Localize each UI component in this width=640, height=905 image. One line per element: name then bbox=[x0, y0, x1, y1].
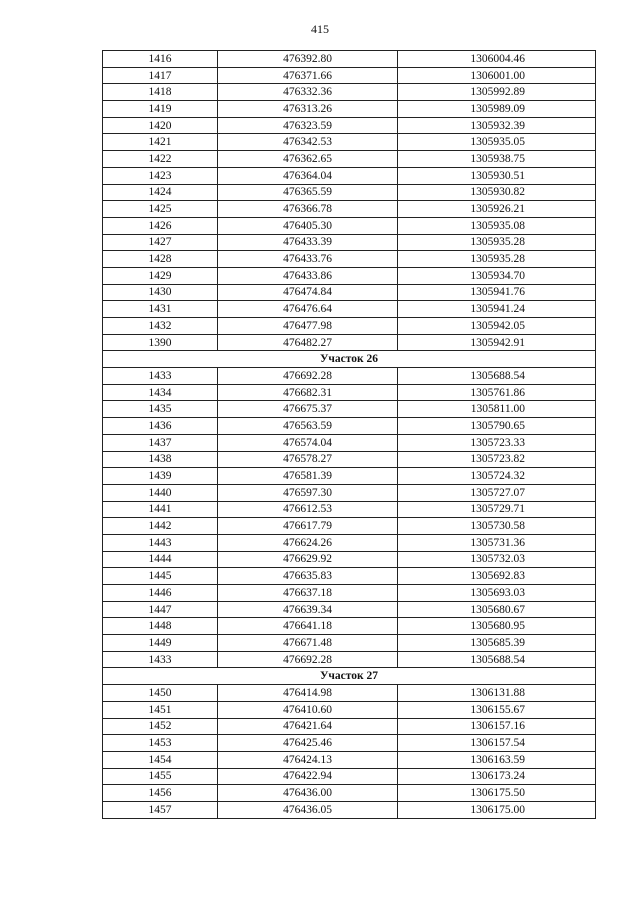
x-coordinate-cell: 476624.26 bbox=[218, 534, 398, 551]
x-coordinate-cell: 476313.26 bbox=[218, 101, 398, 118]
y-coordinate-cell: 1305692.83 bbox=[398, 568, 596, 585]
table-row bbox=[103, 217, 596, 234]
y-coordinate-cell: 1305729.71 bbox=[398, 501, 596, 518]
table-row bbox=[103, 201, 596, 218]
table-row bbox=[103, 568, 596, 585]
x-coordinate-cell: 476424.13 bbox=[218, 751, 398, 768]
y-coordinate-cell: 1305723.33 bbox=[398, 434, 596, 451]
y-coordinate-cell: 1305727.07 bbox=[398, 484, 596, 501]
y-coordinate-cell: 1305932.39 bbox=[398, 117, 596, 134]
table-row bbox=[103, 334, 596, 351]
point-number-cell: 1443 bbox=[103, 534, 218, 551]
y-coordinate-cell: 1305935.05 bbox=[398, 134, 596, 151]
x-coordinate-cell: 476671.48 bbox=[218, 635, 398, 652]
x-coordinate-cell: 476436.00 bbox=[218, 785, 398, 802]
x-coordinate-cell: 476366.78 bbox=[218, 201, 398, 218]
x-coordinate-cell: 476597.30 bbox=[218, 484, 398, 501]
y-coordinate-cell: 1306173.24 bbox=[398, 768, 596, 785]
point-number-cell: 1429 bbox=[103, 267, 218, 284]
point-number-cell: 1436 bbox=[103, 418, 218, 435]
point-number-cell: 1456 bbox=[103, 785, 218, 802]
section-header-row bbox=[103, 668, 596, 685]
point-number-cell: 1433 bbox=[103, 368, 218, 385]
point-number-cell: 1421 bbox=[103, 134, 218, 151]
table-row bbox=[103, 84, 596, 101]
point-number-cell: 1390 bbox=[103, 334, 218, 351]
x-coordinate-cell: 476476.64 bbox=[218, 301, 398, 318]
point-number-cell: 1416 bbox=[103, 51, 218, 68]
table-row bbox=[103, 751, 596, 768]
table-row bbox=[103, 401, 596, 418]
y-coordinate-cell: 1305926.21 bbox=[398, 201, 596, 218]
x-coordinate-cell: 476433.39 bbox=[218, 234, 398, 251]
x-coordinate-cell: 476581.39 bbox=[218, 468, 398, 485]
y-coordinate-cell: 1305942.91 bbox=[398, 334, 596, 351]
x-coordinate-cell: 476425.46 bbox=[218, 735, 398, 752]
x-coordinate-cell: 476692.28 bbox=[218, 651, 398, 668]
table-row bbox=[103, 534, 596, 551]
table-row bbox=[103, 651, 596, 668]
x-coordinate-cell: 476405.30 bbox=[218, 217, 398, 234]
table-row bbox=[103, 801, 596, 818]
point-number-cell: 1439 bbox=[103, 468, 218, 485]
x-coordinate-cell: 476364.04 bbox=[218, 167, 398, 184]
y-coordinate-cell: 1306001.00 bbox=[398, 67, 596, 84]
section-header-row bbox=[103, 351, 596, 368]
table-row bbox=[103, 718, 596, 735]
point-number-cell: 1419 bbox=[103, 101, 218, 118]
table-row bbox=[103, 284, 596, 301]
x-coordinate-cell: 476477.98 bbox=[218, 318, 398, 335]
table-row bbox=[103, 618, 596, 635]
table-row bbox=[103, 251, 596, 268]
y-coordinate-cell: 1305761.86 bbox=[398, 384, 596, 401]
point-number-cell: 1424 bbox=[103, 184, 218, 201]
table-row bbox=[103, 518, 596, 535]
table-row bbox=[103, 368, 596, 385]
y-coordinate-cell: 1305723.82 bbox=[398, 451, 596, 468]
table-row bbox=[103, 301, 596, 318]
table-row bbox=[103, 318, 596, 335]
table-row bbox=[103, 184, 596, 201]
y-coordinate-cell: 1305942.05 bbox=[398, 318, 596, 335]
table-row bbox=[103, 134, 596, 151]
point-number-cell: 1430 bbox=[103, 284, 218, 301]
table-row bbox=[103, 635, 596, 652]
x-coordinate-cell: 476482.27 bbox=[218, 334, 398, 351]
y-coordinate-cell: 1305688.54 bbox=[398, 651, 596, 668]
point-number-cell: 1447 bbox=[103, 601, 218, 618]
table-row bbox=[103, 701, 596, 718]
y-coordinate-cell: 1305930.82 bbox=[398, 184, 596, 201]
point-number-cell: 1431 bbox=[103, 301, 218, 318]
y-coordinate-cell: 1305790.65 bbox=[398, 418, 596, 435]
table-row bbox=[103, 267, 596, 284]
x-coordinate-cell: 476474.84 bbox=[218, 284, 398, 301]
x-coordinate-cell: 476371.66 bbox=[218, 67, 398, 84]
y-coordinate-cell: 1305989.09 bbox=[398, 101, 596, 118]
x-coordinate-cell: 476332.36 bbox=[218, 84, 398, 101]
x-coordinate-cell: 476433.76 bbox=[218, 251, 398, 268]
table-row bbox=[103, 117, 596, 134]
table-row bbox=[103, 468, 596, 485]
x-coordinate-cell: 476574.04 bbox=[218, 434, 398, 451]
y-coordinate-cell: 1306163.59 bbox=[398, 751, 596, 768]
point-number-cell: 1420 bbox=[103, 117, 218, 134]
table-row bbox=[103, 501, 596, 518]
y-coordinate-cell: 1305685.39 bbox=[398, 635, 596, 652]
point-number-cell: 1457 bbox=[103, 801, 218, 818]
table-row bbox=[103, 551, 596, 568]
point-number-cell: 1427 bbox=[103, 234, 218, 251]
y-coordinate-cell: 1305938.75 bbox=[398, 151, 596, 168]
x-coordinate-cell: 476421.64 bbox=[218, 718, 398, 735]
table-row bbox=[103, 384, 596, 401]
table-row bbox=[103, 67, 596, 84]
point-number-cell: 1437 bbox=[103, 434, 218, 451]
y-coordinate-cell: 1305732.03 bbox=[398, 551, 596, 568]
point-number-cell: 1444 bbox=[103, 551, 218, 568]
x-coordinate-cell: 476578.27 bbox=[218, 451, 398, 468]
point-number-cell: 1426 bbox=[103, 217, 218, 234]
y-coordinate-cell: 1306157.16 bbox=[398, 718, 596, 735]
x-coordinate-cell: 476682.31 bbox=[218, 384, 398, 401]
x-coordinate-cell: 476639.34 bbox=[218, 601, 398, 618]
x-coordinate-cell: 476422.94 bbox=[218, 768, 398, 785]
point-number-cell: 1453 bbox=[103, 735, 218, 752]
y-coordinate-cell: 1306155.67 bbox=[398, 701, 596, 718]
x-coordinate-cell: 476410.60 bbox=[218, 701, 398, 718]
y-coordinate-cell: 1305680.95 bbox=[398, 618, 596, 635]
x-coordinate-cell: 476675.37 bbox=[218, 401, 398, 418]
point-number-cell: 1425 bbox=[103, 201, 218, 218]
page-number: 415 bbox=[311, 22, 329, 36]
table-row bbox=[103, 768, 596, 785]
point-number-cell: 1450 bbox=[103, 685, 218, 702]
x-coordinate-cell: 476617.79 bbox=[218, 518, 398, 535]
table-row bbox=[103, 434, 596, 451]
coordinates-table bbox=[102, 50, 596, 819]
x-coordinate-cell: 476392.80 bbox=[218, 51, 398, 68]
y-coordinate-cell: 1306131.88 bbox=[398, 685, 596, 702]
table-row bbox=[103, 418, 596, 435]
y-coordinate-cell: 1305941.76 bbox=[398, 284, 596, 301]
y-coordinate-cell: 1306004.46 bbox=[398, 51, 596, 68]
point-number-cell: 1441 bbox=[103, 501, 218, 518]
point-number-cell: 1448 bbox=[103, 618, 218, 635]
table-row bbox=[103, 451, 596, 468]
y-coordinate-cell: 1306175.50 bbox=[398, 785, 596, 802]
section-label: Участок 26 bbox=[103, 351, 596, 368]
point-number-cell: 1446 bbox=[103, 585, 218, 602]
y-coordinate-cell: 1305724.32 bbox=[398, 468, 596, 485]
x-coordinate-cell: 476692.28 bbox=[218, 368, 398, 385]
point-number-cell: 1418 bbox=[103, 84, 218, 101]
x-coordinate-cell: 476342.53 bbox=[218, 134, 398, 151]
point-number-cell: 1451 bbox=[103, 701, 218, 718]
table-row bbox=[103, 484, 596, 501]
y-coordinate-cell: 1305992.89 bbox=[398, 84, 596, 101]
y-coordinate-cell: 1305935.28 bbox=[398, 234, 596, 251]
x-coordinate-cell: 476323.59 bbox=[218, 117, 398, 134]
point-number-cell: 1455 bbox=[103, 768, 218, 785]
point-number-cell: 1442 bbox=[103, 518, 218, 535]
y-coordinate-cell: 1306175.00 bbox=[398, 801, 596, 818]
y-coordinate-cell: 1305941.24 bbox=[398, 301, 596, 318]
x-coordinate-cell: 476365.59 bbox=[218, 184, 398, 201]
point-number-cell: 1417 bbox=[103, 67, 218, 84]
table-row bbox=[103, 234, 596, 251]
x-coordinate-cell: 476414.98 bbox=[218, 685, 398, 702]
x-coordinate-cell: 476641.18 bbox=[218, 618, 398, 635]
point-number-cell: 1433 bbox=[103, 651, 218, 668]
x-coordinate-cell: 476433.86 bbox=[218, 267, 398, 284]
table-row bbox=[103, 101, 596, 118]
x-coordinate-cell: 476362.65 bbox=[218, 151, 398, 168]
point-number-cell: 1452 bbox=[103, 718, 218, 735]
table-row bbox=[103, 167, 596, 184]
point-number-cell: 1454 bbox=[103, 751, 218, 768]
y-coordinate-cell: 1305688.54 bbox=[398, 368, 596, 385]
point-number-cell: 1440 bbox=[103, 484, 218, 501]
x-coordinate-cell: 476635.83 bbox=[218, 568, 398, 585]
y-coordinate-cell: 1305693.03 bbox=[398, 585, 596, 602]
x-coordinate-cell: 476563.59 bbox=[218, 418, 398, 435]
y-coordinate-cell: 1305730.58 bbox=[398, 518, 596, 535]
point-number-cell: 1434 bbox=[103, 384, 218, 401]
coordinates-table-body bbox=[103, 51, 596, 819]
x-coordinate-cell: 476436.05 bbox=[218, 801, 398, 818]
table-row bbox=[103, 735, 596, 752]
table-row bbox=[103, 585, 596, 602]
table-row bbox=[103, 51, 596, 68]
y-coordinate-cell: 1305680.67 bbox=[398, 601, 596, 618]
table-row bbox=[103, 151, 596, 168]
y-coordinate-cell: 1306157.54 bbox=[398, 735, 596, 752]
table-row bbox=[103, 785, 596, 802]
y-coordinate-cell: 1305934.70 bbox=[398, 267, 596, 284]
x-coordinate-cell: 476637.18 bbox=[218, 585, 398, 602]
point-number-cell: 1432 bbox=[103, 318, 218, 335]
point-number-cell: 1438 bbox=[103, 451, 218, 468]
y-coordinate-cell: 1305935.28 bbox=[398, 251, 596, 268]
point-number-cell: 1445 bbox=[103, 568, 218, 585]
y-coordinate-cell: 1305935.08 bbox=[398, 217, 596, 234]
x-coordinate-cell: 476612.53 bbox=[218, 501, 398, 518]
y-coordinate-cell: 1305930.51 bbox=[398, 167, 596, 184]
point-number-cell: 1428 bbox=[103, 251, 218, 268]
point-number-cell: 1423 bbox=[103, 167, 218, 184]
y-coordinate-cell: 1305811.00 bbox=[398, 401, 596, 418]
x-coordinate-cell: 476629.92 bbox=[218, 551, 398, 568]
y-coordinate-cell: 1305731.36 bbox=[398, 534, 596, 551]
point-number-cell: 1449 bbox=[103, 635, 218, 652]
point-number-cell: 1422 bbox=[103, 151, 218, 168]
table-row bbox=[103, 601, 596, 618]
table-row bbox=[103, 685, 596, 702]
point-number-cell: 1435 bbox=[103, 401, 218, 418]
section-label: Участок 27 bbox=[103, 668, 596, 685]
